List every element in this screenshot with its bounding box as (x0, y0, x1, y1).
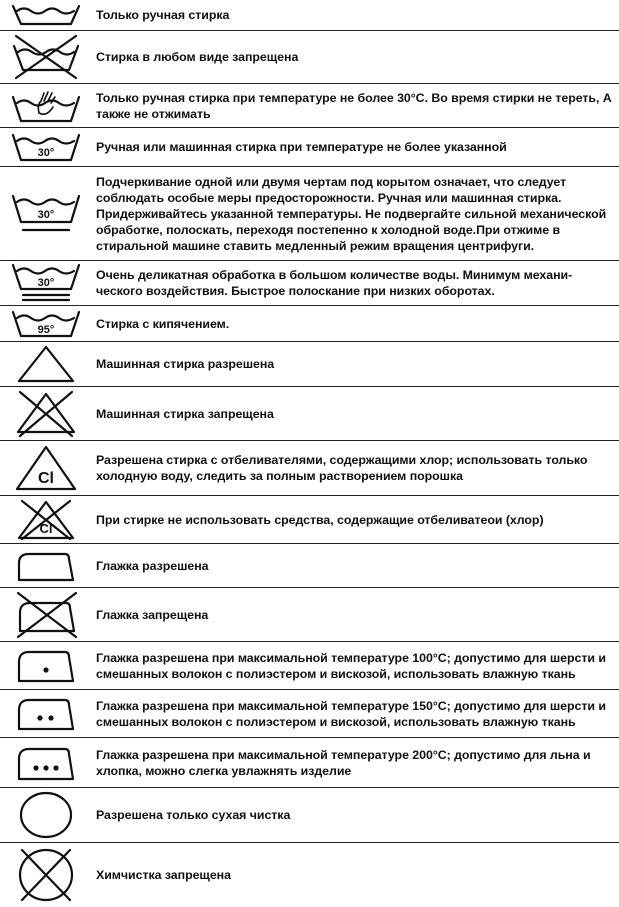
table-row (0, 387, 619, 441)
table-row (0, 588, 619, 642)
row-text: Подчеркивание одной или двумя чертам под корытом означает, что следует соблюдать особые меры предосторожности. Ручная или машинная стирка. Придерживайтесь указанной температуры. Не подвергайте сильной механической обработке, полоскать, переходя постепенно к холодной воде.При отжиме в стиральной машине ставить медленный режим вращения центрифуги. (96, 174, 607, 253)
very-gentle-wash-30-icon (6, 261, 86, 305)
table-row (0, 642, 619, 690)
no-chlorine-bleach-icon (6, 496, 86, 543)
table-row (0, 261, 619, 306)
table-row (0, 31, 619, 84)
table-row (0, 843, 619, 907)
wash-95-icon (6, 306, 86, 341)
iron-one-dot-icon (6, 642, 86, 689)
row-text: Химчистка запрещена (96, 868, 231, 882)
iron-three-dots-icon (6, 738, 86, 787)
row-text: Глажка запрещена (96, 607, 209, 622)
row-text: Машинная стирка разрешена (96, 357, 275, 371)
row-text: Стирка в любом виде запрещена (96, 50, 299, 64)
table-row (0, 84, 619, 128)
no-wash-icon (6, 31, 86, 83)
row-text: При стирке не использовать средства, содержащие отбеливатеои (хлор) (96, 512, 544, 527)
row-text: Только ручная стирка (96, 8, 230, 22)
temperature-label: 30° (37, 277, 55, 289)
table-row (0, 496, 619, 544)
row-text: Ручная или машинная стирка при температуре не более указанной (96, 140, 507, 154)
temperature-label: 95° (37, 323, 55, 336)
no-iron-icon (6, 588, 86, 641)
row-text: Глажка разрешена при максимальной температуре 200°С; допустимо для льна и хлопка, можно слегка увлажнять изделие (96, 747, 591, 778)
dry-clean-icon (6, 788, 86, 842)
chlorine-bleach-icon (6, 441, 86, 495)
chlorine-mark: Cl (38, 470, 54, 487)
wash-tub-icon (6, 0, 86, 30)
table-row (0, 342, 619, 387)
wash-30-icon (6, 128, 86, 166)
row-text: Глажка разрешена при максимальной температуре 100°С; допустимо для шерсти и смешанных волокон с полиэстером и вискозой, использовать влажную ткань (96, 650, 606, 681)
iron-two-dots-icon (6, 690, 86, 737)
hand-wash-icon (6, 84, 86, 127)
temperature-label: 30° (37, 147, 55, 159)
row-text: Разрешена стирка с отбеливателями, содержащими хлор; использовать только холодную воду, следить за полным растворением порошка (96, 453, 588, 483)
table-row (0, 128, 619, 167)
no-bleach-triangle-icon (6, 387, 86, 440)
table-row (0, 306, 619, 342)
gentle-wash-30-icon (6, 167, 86, 260)
table-row (0, 544, 619, 588)
bleach-triangle-icon (6, 342, 86, 386)
row-text: Стирка с кипячением. (96, 316, 230, 331)
table-row (0, 441, 619, 496)
table-row (0, 167, 619, 261)
chlorine-mark: Cl (39, 520, 53, 536)
table-row (0, 690, 619, 738)
row-text: Глажка разрешена (96, 558, 209, 573)
iron-icon (6, 544, 86, 587)
row-text: Глажка разрешена при максимальной температуре 150°С; допустимо для шерсти и смешанных волокон с полиэстером и вискозой, использовать влажную ткань (96, 698, 606, 729)
table-row (0, 0, 619, 31)
no-dry-clean-icon (6, 843, 86, 907)
row-text: Только ручная стирка при температуре не более 30°С. Во время стирки не тереть, А также не отжимать (96, 90, 612, 121)
table-row (0, 738, 619, 788)
table-row (0, 788, 619, 843)
row-text: Машинная стирка запрещена (96, 406, 274, 421)
temperature-label: 30° (37, 208, 55, 221)
row-text: Разрешена только сухая чистка (96, 808, 291, 822)
row-text: Очень деликатная обработка в большом количестве воды. Минимум механи-ческого воздействия. Быстрое полоскание при низких оборотах. (96, 268, 573, 298)
